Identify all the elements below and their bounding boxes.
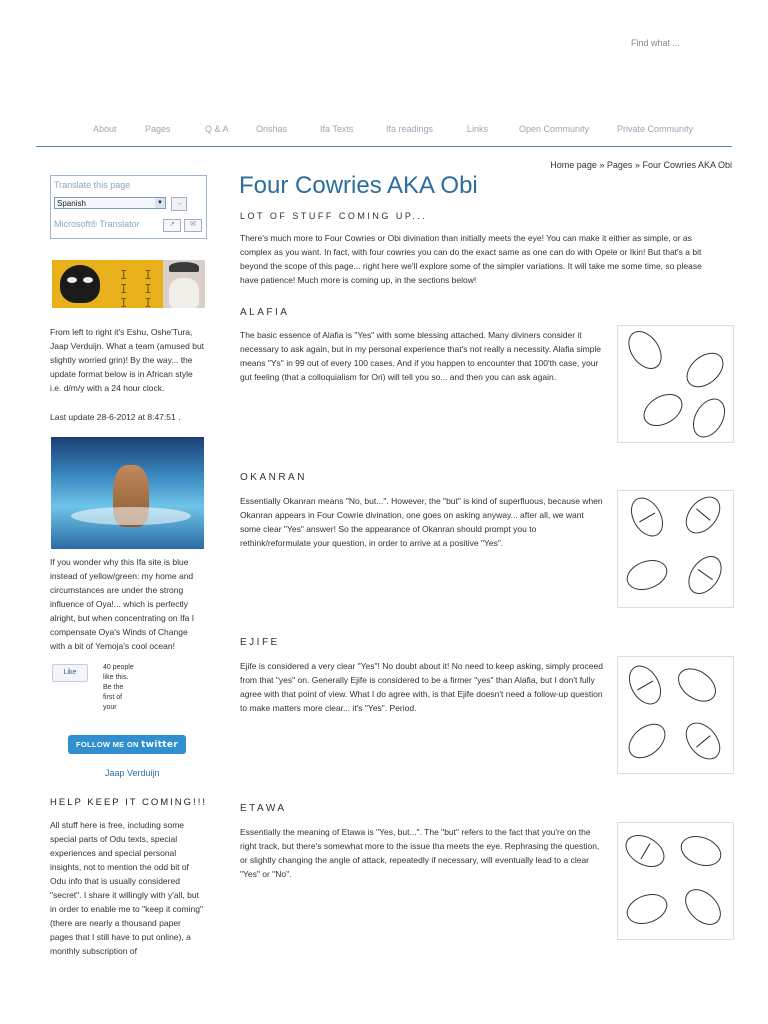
nav-ifa-readings[interactable]: Ifa readings: [386, 124, 434, 134]
translator-brand: Microsoft® Translator: [54, 219, 140, 229]
follow-label: FOLLOW ME ON: [75, 740, 139, 749]
like-button[interactable]: Like: [52, 664, 88, 682]
last-update: Last update 28-6-2012 at 8:47:51 .: [50, 412, 181, 422]
translator-widget: [50, 175, 207, 239]
twitter-follow-button[interactable]: [68, 735, 186, 754]
nav-private-community[interactable]: Private Community: [617, 124, 694, 134]
breadcrumb-current: Four Cowries AKA Obi: [642, 160, 732, 170]
nav-orishas[interactable]: Orishas: [256, 124, 288, 134]
search-input[interactable]: Find what ...: [631, 38, 681, 48]
translator-title: Translate this page: [54, 180, 131, 190]
orisha-banner-image: [52, 260, 205, 308]
section-heading-alafia: ALAFIA: [240, 307, 290, 318]
ocean-image: [51, 437, 204, 549]
author-portrait: [163, 260, 205, 308]
help-heading: HELP KEEP IT COMING!!!: [50, 797, 207, 808]
breadcrumb-home[interactable]: Home page: [550, 160, 597, 170]
mask-icon: [60, 265, 100, 303]
page-title: Four Cowries AKA Obi: [239, 172, 478, 199]
cowries-okanran-image: [617, 490, 734, 608]
like-count: 40 people like this. Be the first of your: [103, 664, 134, 711]
page-subtitle: LOT OF STUFF COMING UP...: [240, 211, 428, 221]
share-icon[interactable]: ↗: [163, 219, 181, 232]
email-icon[interactable]: ✉: [184, 219, 202, 232]
banner-caption: From left to right it's Eshu, Oshe'Tura, Jaap Verduijn. What a team (amused but slightly worried grin)! By the way... the update format below is in African style i.e. d/m/y with a 24 hour clock.: [50, 327, 205, 393]
nav-about[interactable]: About: [93, 124, 117, 134]
intro-paragraph: There's much more to Four Cowries or Obi divination than initially meets the eye! You can make it either as simple, or as complex as you want. In fact, with four cowries you can do the exact same as one can do with Opele or Ikin! But that's a bit beyond the scope of this page... right here we'll explore some of the simpler variations. It will take me some time, so please have patience! Much more is coming up, in the sections below!: [240, 233, 702, 285]
breadcrumb-separator: »: [634, 160, 640, 170]
cowries-alafia-image: [617, 325, 734, 443]
section-heading-etawa: ETAWA: [240, 803, 287, 814]
author-link[interactable]: Jaap Verduijn: [105, 768, 160, 778]
language-select[interactable]: [54, 197, 166, 209]
chevron-down-icon[interactable]: ▼: [155, 198, 165, 208]
translate-go-icon[interactable]: →: [171, 197, 187, 211]
section-body-etawa: Essentially the meaning of Etawa is "Yes, but...". The "but" refers to the fact that you're on the right track, but there's somewhat more to the issue tha meets the eye. Rephrasing the question, or slightly changing the angle of attack, repeatedly if necessary, will eventually lead to a clear "Yes" or "No".: [240, 827, 600, 879]
banner-glyphs: I I I I I I: [120, 268, 157, 308]
nav-open-community[interactable]: Open Community: [519, 124, 590, 134]
section-body-ejife: Ejife is considered a very clear "Yes"! No doubt about it! No need to keep asking, simply proceed from that "yes" on. Generally Ejife is considered to be a firmer "yes" than Alafia, but I don't fully agree with that point of view. What I do agree with, is that Ejife doesn't need a follow-up question to make matters more clear... it's "Yes". Period.: [240, 661, 603, 713]
help-text: All stuff here is free, including some special parts of Odu texts, special experiences and special personal insights, not to mention the odd bit of Odu info that is usually considered "secret". I share it willingly with y'all, but in order to enable me to "keep it coming" (there are nearly a thousand paper pages that I still have to put online), a monthly subscription of: [50, 820, 203, 956]
breadcrumb: [550, 160, 732, 170]
section-body-alafia: The basic essence of Alafia is "Yes" with some blessing attached. Many diviners consider it necessary to ask again, but in my personal experience that's not really a necessity. Alafia simple means "Ys" in 99 out of every 100 cases. And if you happen to encounter that 100'th case, your gut feeling (that a colloquialism for Ori) will tell you so... and then you can ask again.: [240, 330, 602, 382]
nav-ifa-texts[interactable]: Ifa Texts: [320, 124, 354, 134]
breadcrumb-separator: »: [599, 160, 605, 170]
nav-qa[interactable]: Q & A: [205, 124, 229, 134]
section-heading-okanran: OKANRAN: [240, 472, 307, 483]
blue-explanation: If you wonder why this Ifa site is blue instead of yellow/green: my home and circumstances are under the strong influence of Oya!... which is perfectly alright, but when concentrating on Ifa I compensate Oya's Winds of Change with a bit of Yemoja's cool ocean!: [50, 557, 195, 651]
breadcrumb-pages[interactable]: Pages: [606, 160, 633, 170]
nav-pages[interactable]: Pages: [145, 124, 171, 134]
section-body-okanran: Essentially Okanran means "No, but...". However, the "but" is kind of superfluous, because when Okanran appears in Four Cowrie divination, one goes on asking anyway... after all, we want some clear "Yes" answer! So the appearance of Okanran should prompt you to rethink/reformulate your question, in order to arrive at a positive "Yes".: [240, 496, 603, 548]
twitter-icon: twitter: [141, 740, 179, 750]
main-nav: [36, 118, 732, 147]
section-heading-ejife: EJIFE: [240, 637, 280, 648]
cowries-etawa-image: [617, 822, 734, 940]
nav-links[interactable]: Links: [467, 124, 489, 134]
cowries-ejife-image: [617, 656, 734, 774]
language-select-value: Spanish: [57, 199, 86, 208]
